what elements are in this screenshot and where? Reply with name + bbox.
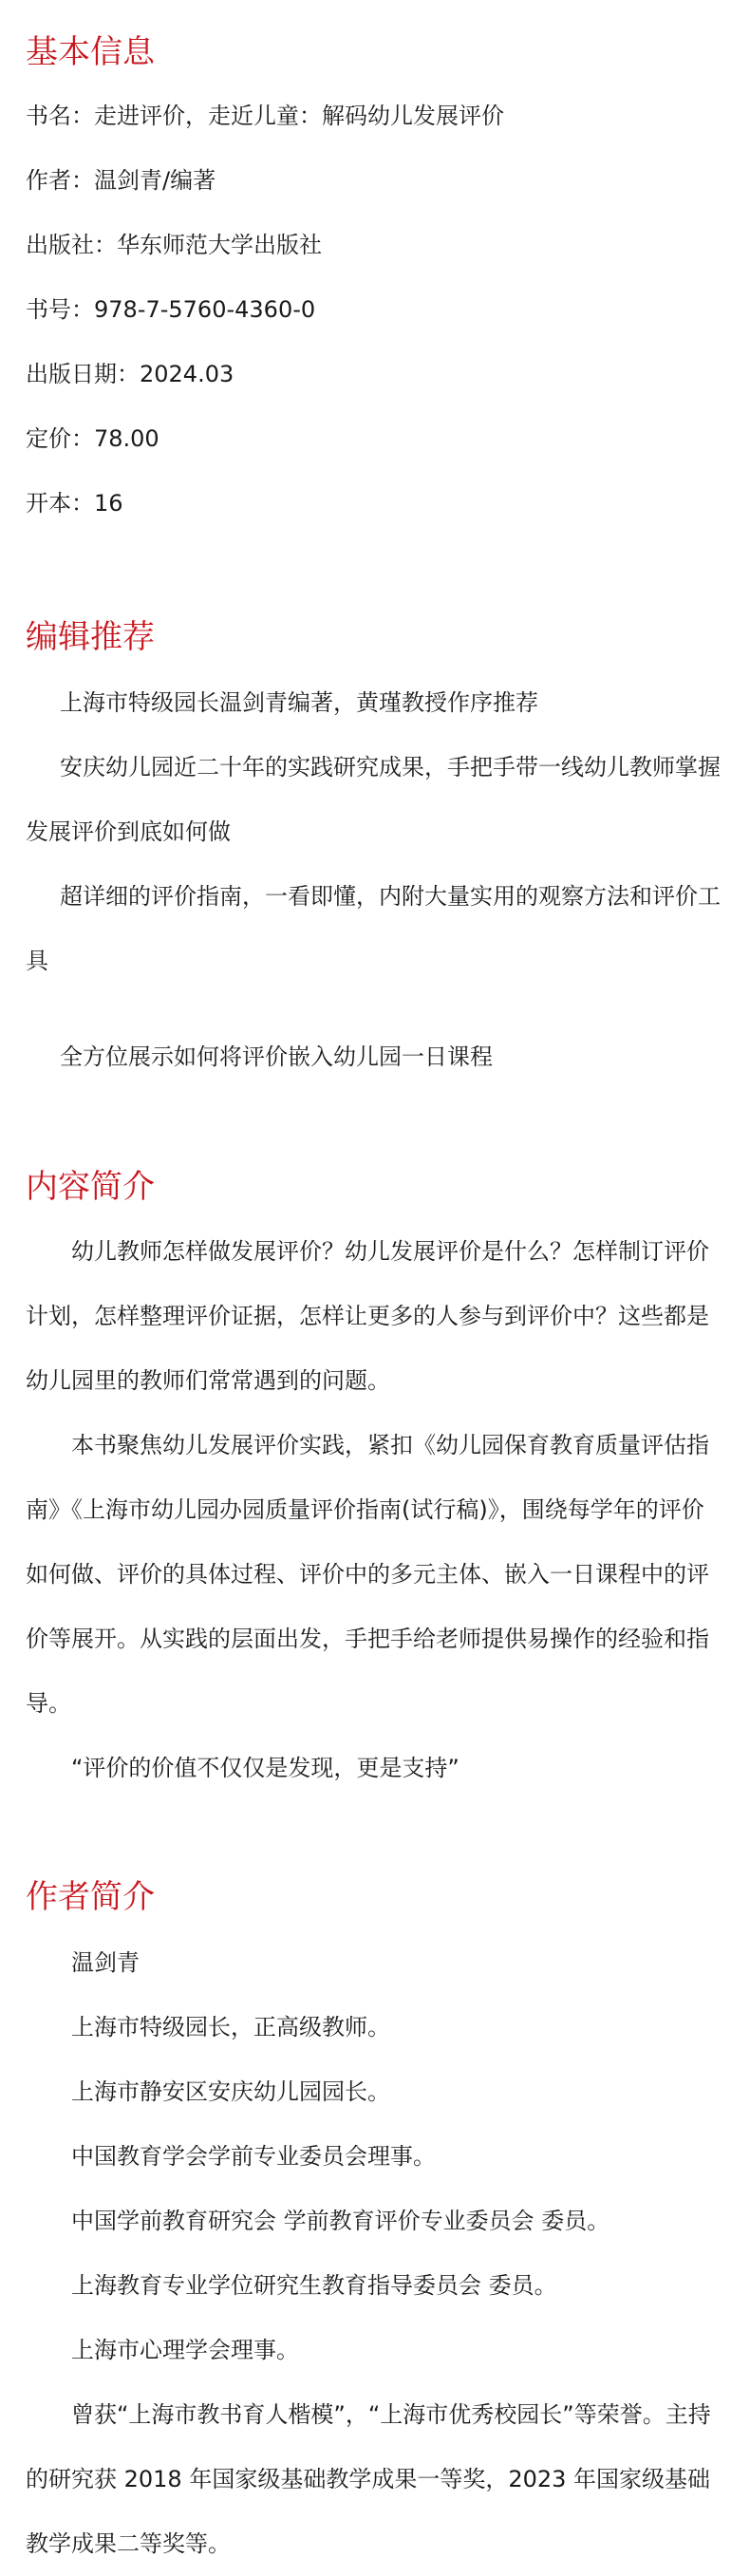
author-bio-item: 上海市心理学会理事。 bbox=[71, 2337, 299, 2363]
recommend-item: 超详细的评价指南，一看即懂，内附大量实用的观察方法和评价工具 bbox=[26, 883, 721, 974]
author-bio-honors: 曾获“上海市教书育人楷模”，“上海市优秀校园长”等荣誉。主持的研究获 2018 年国家级基础教学成果一等奖，2023 年国家级基础教学成果二等奖等。 bbox=[26, 2401, 711, 2557]
author-bio-item: 上海教育专业学位研究生教育指导委员会 委员。 bbox=[71, 2272, 557, 2299]
book-info-page bbox=[0, 33, 750, 2576]
author-bio-item: 中国学前教育研究会 学前教育评价专业委员会 委员。 bbox=[71, 2208, 610, 2234]
section-title-content-intro: 内容简介 bbox=[26, 1168, 155, 1206]
book-isbn: 书号：978-7-5760-4360-0 bbox=[26, 296, 316, 323]
section-title-author-bio: 作者简介 bbox=[26, 1878, 155, 1916]
author-bio-item: 上海市静安区安庆幼儿园园长。 bbox=[71, 2078, 390, 2105]
recommend-item: 安庆幼儿园近二十年的实践研究成果，手把手带一线幼儿教师掌握发展评价到底如何做 bbox=[26, 754, 721, 845]
intro-paragraph: 幼儿教师怎样做发展评价？幼儿发展评价是什么？怎样制订评价计划，怎样整理评价证据，怎样让更多的人参与到评价中？这些都是幼儿园里的教师们常常遇到的问题。 bbox=[26, 1238, 709, 1394]
intro-quote: “评价的价值不仅仅是发现，更是支持” bbox=[71, 1755, 459, 1781]
book-author: 作者：温剑青/编著 bbox=[26, 167, 216, 194]
book-pub-date: 出版日期：2024.03 bbox=[26, 361, 234, 387]
recommend-item: 上海市特级园长温剑青编著，黄瑾教授作序推荐 bbox=[60, 689, 538, 716]
section-title-basic-info: 基本信息 bbox=[26, 33, 155, 71]
book-name: 书名：走进评价，走近儿童：解码幼儿发展评价 bbox=[26, 103, 504, 129]
intro-paragraph: 本书聚焦幼儿发展评价实践，紧扣《幼儿园保育教育质量评估指南》《上海市幼儿园办园质量评价指南(试行稿)》，围绕每学年的评价如何做、评价的具体过程、评价中的多元主体、嵌入一日课程中的评价等展开。从实践的层面出发，手把手给老师提供易操作的经验和指导。 bbox=[26, 1432, 709, 1717]
author-bio-item: 温剑青 bbox=[71, 1949, 140, 1976]
section-title-editor-recommend: 编辑推荐 bbox=[26, 618, 155, 656]
book-format: 开本：16 bbox=[26, 490, 123, 517]
book-price: 定价：78.00 bbox=[26, 425, 159, 452]
recommend-item: 全方位展示如何将评价嵌入幼儿园一日课程 bbox=[60, 1044, 493, 1070]
author-bio-item: 中国教育学会学前专业委员会理事。 bbox=[71, 2143, 436, 2170]
author-bio-item: 上海市特级园长，正高级教师。 bbox=[71, 2014, 390, 2040]
book-publisher: 出版社：华东师范大学出版社 bbox=[26, 232, 322, 258]
